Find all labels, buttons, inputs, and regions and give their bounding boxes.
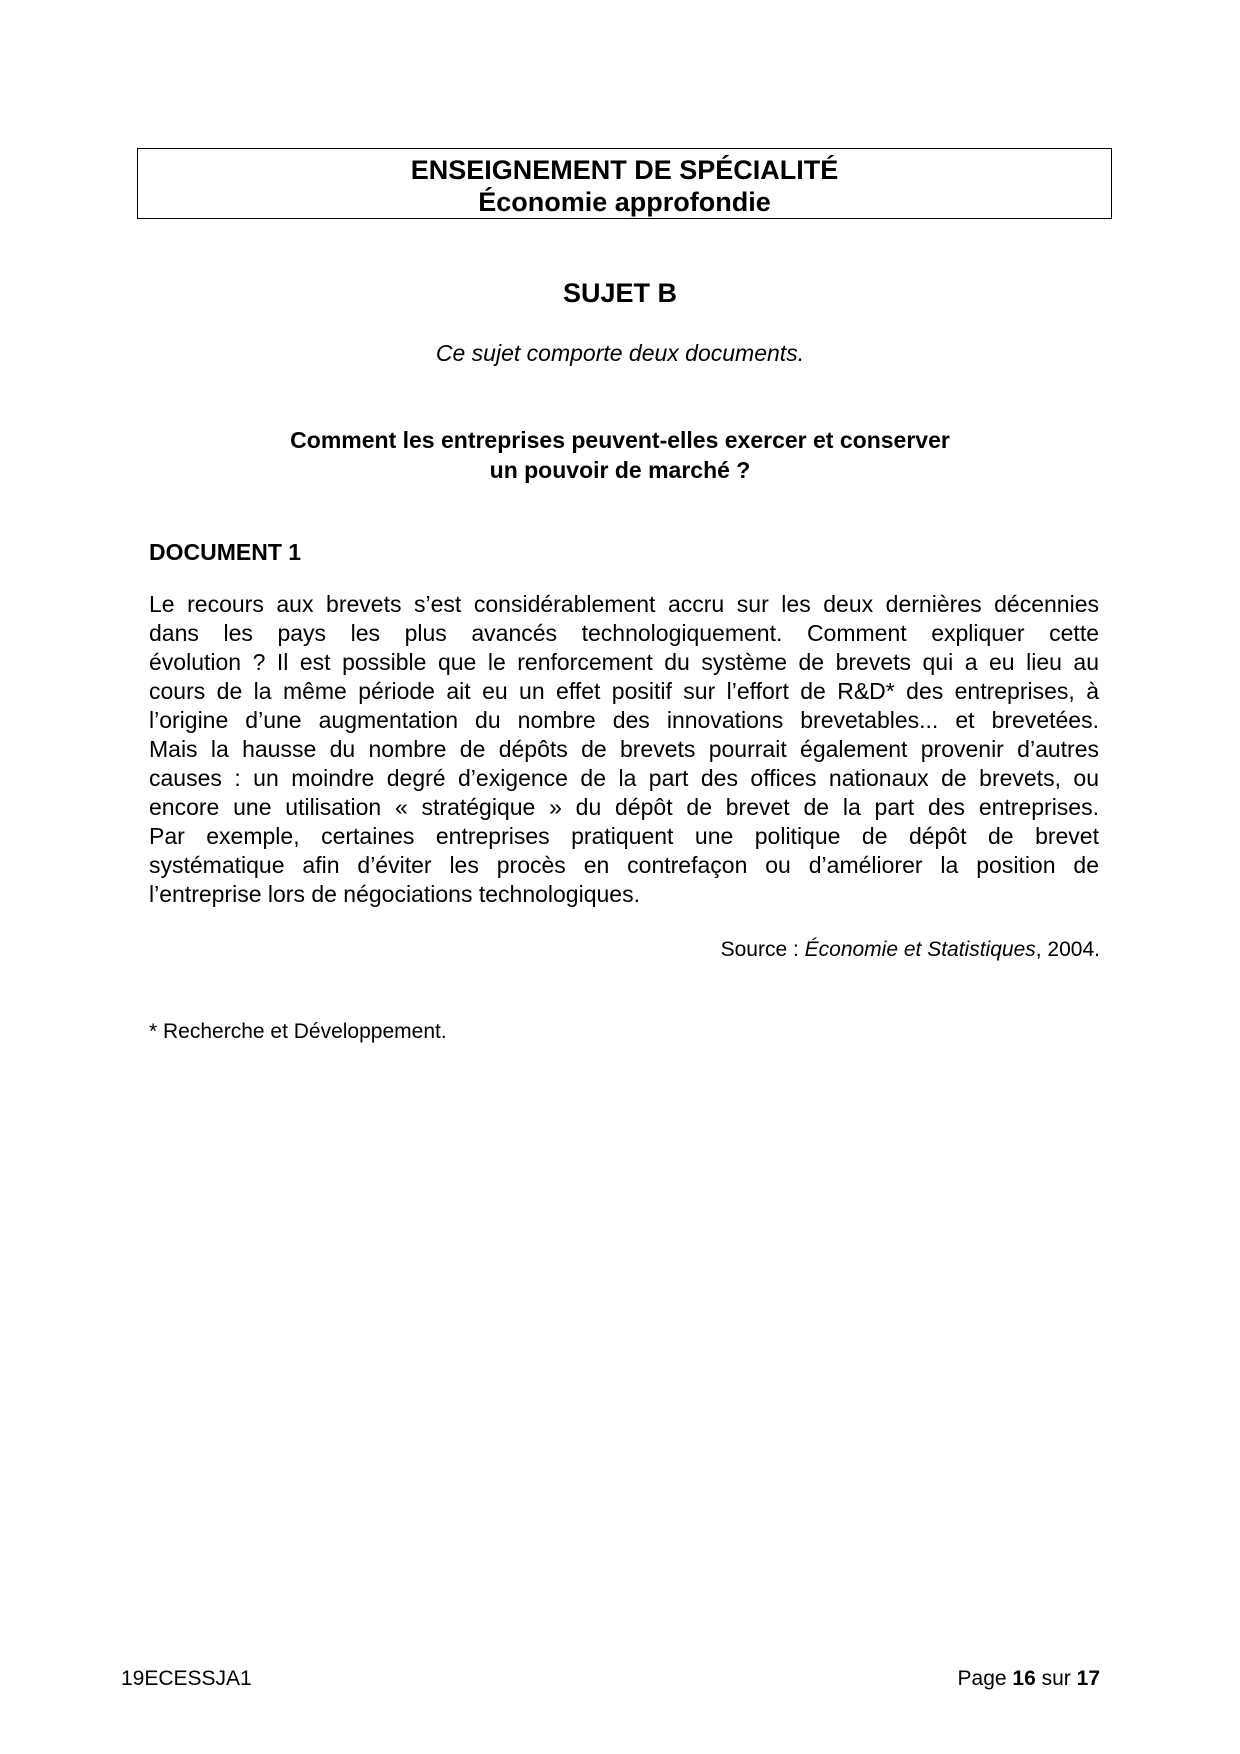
document-1-line: l’entreprise lors de négociations technologiques. (149, 881, 640, 907)
header-line-1: ENSEIGNEMENT DE SPÉCIALITÉ (410, 155, 839, 185)
exam-code: 19ECESSJA1 (121, 1667, 252, 1690)
question-line-1: Comment les entreprises peuvent-elles exercer et conserver (290, 427, 950, 453)
document-1-source (721, 936, 1100, 964)
subject-question (0, 425, 1240, 485)
subject-title: SUJET B (562, 278, 678, 308)
footnote: * Recherche et Développement. (149, 1020, 447, 1043)
subject-intro: Ce sujet comporte deux documents. (435, 340, 805, 366)
page-total: 17 (1076, 1667, 1100, 1690)
source-year: , 2004. (1035, 938, 1100, 961)
specialty-header-box (137, 148, 1112, 219)
document-1-line: l’origine d’une augmentation du nombre des innovations brevetables... et brevetées. (149, 707, 1099, 733)
document-1-title: DOCUMENT 1 (149, 539, 302, 565)
header-line-2: Économie approfondie (478, 187, 771, 217)
document-1-line: évolution ? Il est possible que le renforcement du système de brevets qui a eu lieu au (149, 649, 1099, 675)
document-1-line: causes : un moindre degré d’exigence de la part des offices nationaux de brevets, ou (149, 765, 1099, 791)
source-title: Économie et Statistiques (804, 938, 1036, 961)
document-1-line: encore une utilisation « stratégique » du dépôt de brevet de la part des entreprises. (149, 794, 1099, 820)
document-1-line: systématique afin d’éviter les procès en contrefaçon ou d’améliorer la position de (149, 852, 1099, 878)
page-current: 16 (1012, 1667, 1036, 1690)
page-of-word: sur (1041, 1667, 1071, 1690)
document-1-line: dans les pays les plus avancés technologiquement. Comment expliquer cette (149, 620, 1099, 646)
document-1-line: Le recours aux brevets s’est considérablement accru sur les deux dernières décennies (149, 591, 1099, 617)
document-1-line: cours de la même période ait eu un effet positif sur l’effort de R&D* des entreprises, à (149, 678, 1099, 704)
page-number (958, 1665, 1100, 1693)
source-label: Source : (720, 938, 805, 961)
document-1-body (149, 590, 1099, 909)
page-word: Page (957, 1667, 1007, 1690)
document-1-line: Mais la hausse du nombre de dépôts de brevets pourrait également provenir d’autres (149, 736, 1099, 762)
question-line-2: un pouvoir de marché ? (489, 457, 751, 483)
document-1-line: Par exemple, certaines entreprises pratiquent une politique de dépôt de brevet (149, 823, 1099, 849)
